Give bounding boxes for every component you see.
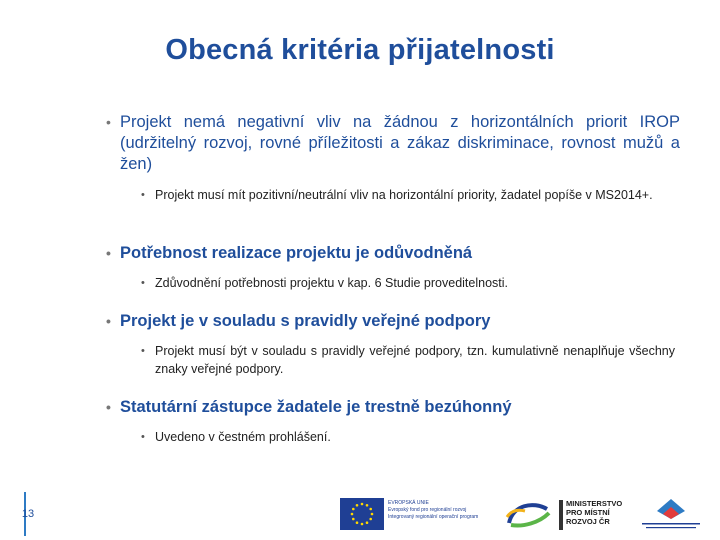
sub-bullet-item — [141, 342, 675, 378]
bullet-icon: • — [106, 313, 111, 329]
bullet-text: Projekt nemá negativní vliv na žádnou z horizontálních priorit IROP (udržitelný rozvoj, rovné příležitosti a zákaz diskriminace, rovnost mužů a žen) — [120, 113, 680, 173]
bullet-text: Potřebnost realizace projektu je odůvodněná — [120, 244, 473, 262]
page-number: 13 — [21, 508, 35, 520]
eu-flag-icon — [340, 498, 384, 530]
bullet-item — [106, 311, 680, 332]
page-title: Obecná kritéria přijatelnosti — [165, 34, 555, 66]
bullet-icon: • — [106, 399, 111, 415]
bullet-icon: • — [106, 114, 111, 130]
bullet-icon: • — [106, 245, 111, 261]
bullet-text: Projekt je v souladu s pravidly veřejné podpory — [120, 312, 491, 330]
sub-bullet-text: Zdůvodnění potřebnosti projektu v kap. 6 Studie proveditelnosti. — [155, 276, 508, 290]
sub-bullet-item — [141, 428, 675, 446]
sub-bullet-item — [141, 186, 675, 204]
bullet-icon: • — [141, 277, 145, 289]
bullet-icon: • — [141, 345, 145, 357]
sub-bullet-text: Uvedeno v čestném prohlášení. — [155, 430, 331, 444]
bullet-icon: • — [141, 189, 145, 201]
eu-logo-text: EVROPSKÁ UNIE Evropský fond pro regionální rozvoj Integrovaný regionální operační program — [388, 500, 479, 520]
bullet-item — [106, 112, 680, 175]
bullet-text: Statutární zástupce žadatele je trestně bezúhonný — [120, 398, 512, 416]
ministry-logo-text: MINISTERSTVO PRO MÍSTNÍ ROZVOJ ČR — [566, 499, 623, 526]
sub-bullet-item — [141, 274, 675, 292]
sub-bullet-text: Projekt musí mít pozitivní/neutrální vliv na horizontální priority, žadatel popíše v MS2014+. — [155, 188, 653, 202]
bullet-item — [106, 397, 680, 418]
irop-logo-icon — [503, 497, 555, 531]
bullet-icon: • — [141, 431, 145, 443]
bullet-item — [106, 243, 680, 264]
mmr-mark-icon — [559, 500, 563, 530]
crr-logo-icon — [640, 497, 702, 533]
sub-bullet-text: Projekt musí být v souladu s pravidly veřejné podpory, tzn. kumulativně nenaplňuje všechny znaky veřejné podpory. — [155, 344, 675, 376]
